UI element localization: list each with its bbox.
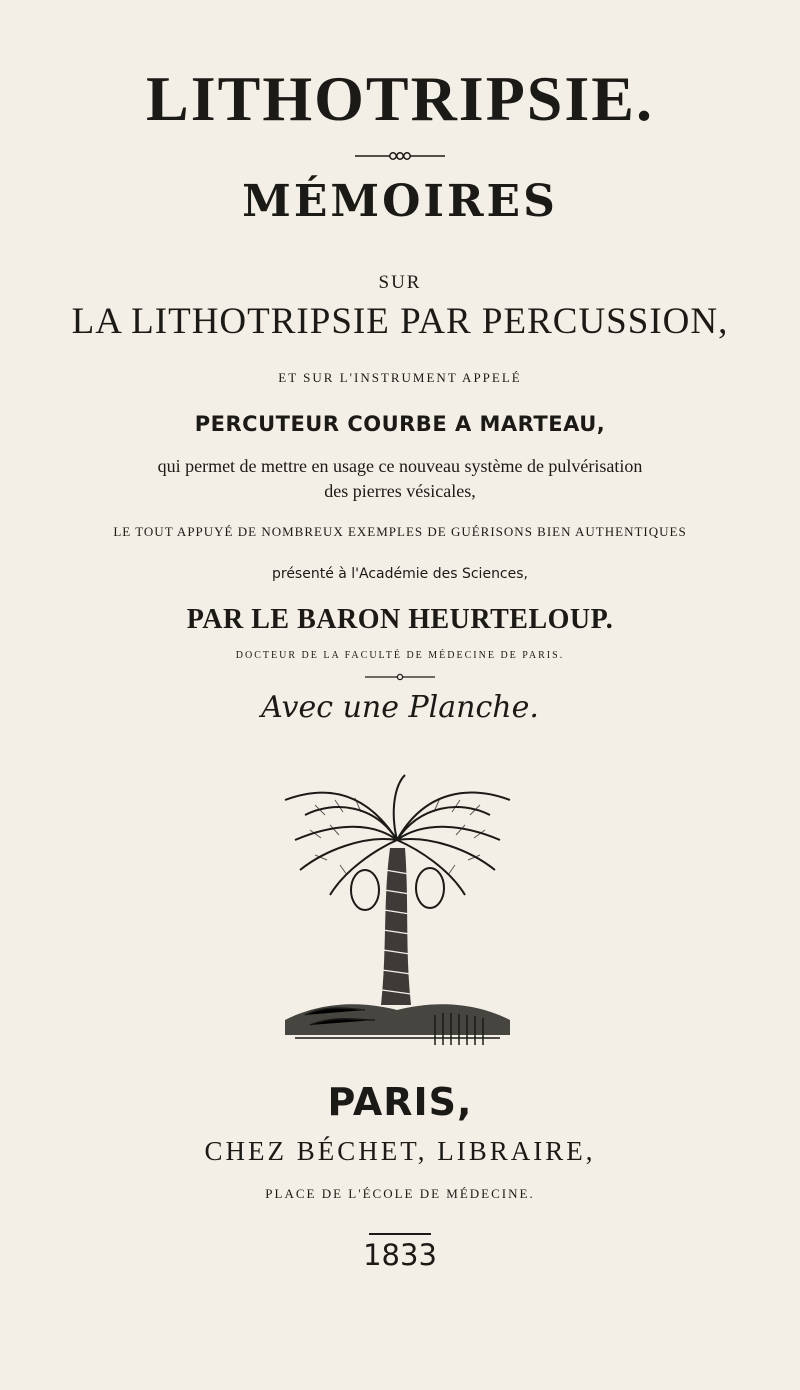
instrument-intro: ET SUR L'INSTRUMENT APPELÉ	[278, 370, 522, 385]
description-line-1: qui permet de mettre en usage ce nouveau système de pulvérisation	[157, 456, 643, 476]
year-rule	[369, 1233, 431, 1235]
ornament-rule-top	[355, 150, 445, 162]
plate-note: Avec une Planche.	[261, 690, 539, 725]
imprint-address: PLACE DE L'ÉCOLE DE MÉDECINE.	[265, 1186, 535, 1201]
support-line: LE TOUT APPUYÉ DE NOMBREUX EXEMPLES DE GUÉRISONS BIEN AUTHENTIQUES	[113, 524, 687, 539]
author-line: PAR LE BARON HEURTELOUP.	[186, 604, 614, 635]
palm-tree-vignette-icon	[255, 770, 540, 1070]
subtitle: LA LITHOTRIPSIE PAR PERCUSSION,	[71, 301, 729, 342]
imprint-city: PARIS,	[327, 1080, 473, 1124]
main-title: LITHOTRIPSIE.	[146, 63, 654, 134]
ornament-rule-middle	[365, 672, 435, 682]
description-line-2: des pierres vésicales,	[324, 481, 476, 501]
imprint-year: 1833	[363, 1238, 437, 1272]
instrument-name: PERCUTEUR COURBE A MARTEAU,	[194, 412, 606, 436]
sur-label: SUR	[378, 272, 422, 293]
imprint-publisher: CHEZ BÉCHET, LIBRAIRE,	[204, 1136, 596, 1166]
author-credentials: DOCTEUR DE LA FACULTÉ DE MÉDECINE DE PARIS.	[235, 650, 565, 661]
memoires-heading: MÉMOIRES	[242, 176, 558, 227]
presented-line: présenté à l'Académie des Sciences,	[271, 566, 528, 582]
